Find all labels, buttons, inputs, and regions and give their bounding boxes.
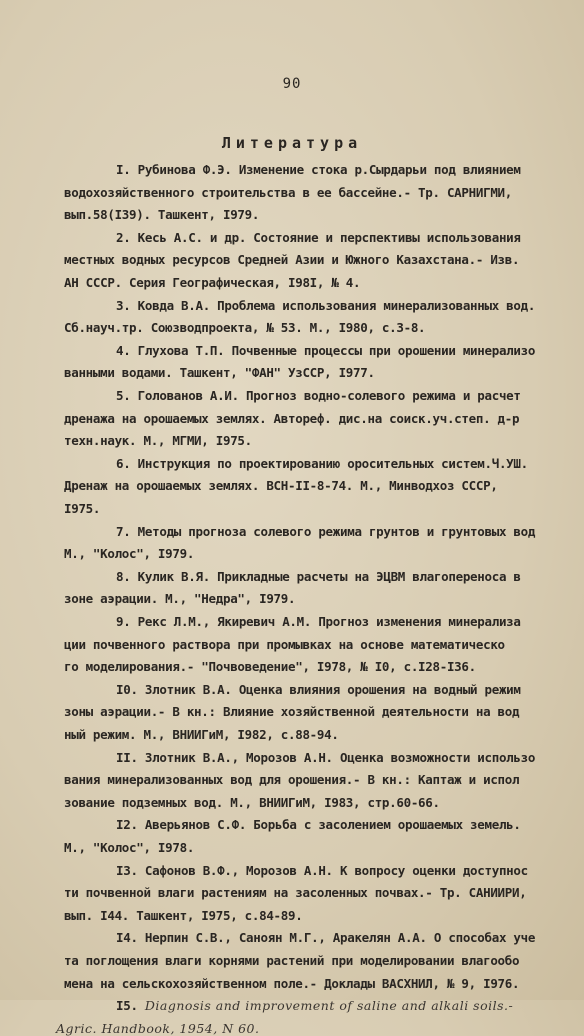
reference-line: вания минерализованных вод для орошения.- В кн.: Каптаж и испол [64,772,520,788]
reference-line: ции почвенного раствора при промывках на основе математическо [64,636,505,652]
reference-line: та поглощения влаги корнями растений при моделировании влагообо [64,953,520,968]
reference-line: 9. Рекс Л.М., Якиревич А.М. Прогноз изменения минерализа [116,614,521,629]
handwritten-text: Agric. Handbook, 1954, N 60. [56,1020,260,1036]
reference-number: I5. [116,998,145,1014]
reference-line: зование подземных вод. М., ВНИИГиМ, I983, стр.60-66. [64,794,440,810]
reference-line: 4. Глухова Т.П. Почвенные процессы при орошении минерализо [116,342,536,358]
reference-line: Дренаж на орошаемых землях. ВСН-II-8-74. М., Минводхоз СССР, [64,478,498,494]
reference-line: мена на сельскохозяйственном поле.- Доклады ВАСХНИЛ, № 9, I976. [64,975,520,991]
reference-line: II. Злотник В.А., Морозов А.Н. Оценка возможности использо [116,749,536,765]
reference-line: I2. Аверьянов С.Ф. Борьба с засолением орошаемых земель. [116,817,521,833]
reference-line: М., "Колос", I978. [64,840,195,855]
reference-line: I. Рубинова Ф.Э. Изменение стока р.Сырдарьи под влиянием [116,162,521,177]
reference-line: зоне аэрации. М., "Недра", I979. [64,591,296,607]
reference-line: 7. Методы прогноза солевого режима грунтов и грунтовых вод [116,523,536,539]
reference-line: I3. Сафонов В.Ф., Морозов А.Н. К вопросу оценки доступнос [116,862,528,878]
reference-line: АН СССР. Серия Географическая, I98I, № 4. [64,275,361,290]
reference-line: I4. Нерпин С.В., Саноян М.Г., Аракелян А.А. О способах уче [116,930,536,946]
reference-line: водохозяйственного строительства в ее бассейне.- Тр. САРНИГМИ, [64,184,512,200]
reference-line: 8. Кулик В.Я. Прикладные расчеты на ЭЦВМ влагопереноса в [116,568,521,584]
reference-line: ванными водами. Ташкент, "ФАН" УзССР, I977. [64,365,375,381]
handwritten-text: Diagnosis and improvement of saline and alkali soils.- [144,998,514,1014]
reference-line [116,998,513,1013]
reference-line: I0. Злотник В.А. Оценка влияния орошения на водный режим [116,681,521,697]
reference-line: 5. Голованов А.И. Прогноз водно-солевого режима и расчет [116,388,521,403]
reference-line: местных водных ресурсов Средней Азии и Южного Казахстана.- Изв. [64,252,520,268]
page-title: Литература [221,134,363,152]
reference-line: 2. Кесь А.С. и др. Состояние и перспективы использования [116,229,521,245]
reference-line: дренажа на орошаемых землях. Автореф. дис.на соиск.уч.степ. д-р [64,410,520,426]
reference-line: 6. Инструкция по проектированию оросительных систем.Ч.УШ. [116,455,528,471]
reference-line: ный режим. М., ВНИИГиМ, I982, с.88-94. [64,727,339,742]
reference-line: Сб.науч.тр. Союзводпроекта, № 53. М., I980, с.3-8. [64,320,426,336]
reference-line: вып. I44. Ташкент, I975, с.84-89. [64,907,303,923]
page-number: 90 [282,76,302,92]
reference-line: зоны аэрации.- В кн.: Влияние хозяйственной деятельности на вод [64,704,520,720]
reference-line: техн.наук. М., МГМИ, I975. [64,433,252,449]
reference-line: М., "Колос", I979. [64,546,195,562]
reference-line: I975. [64,501,101,516]
reference-line: 3. Ковда В.А. Проблема использования минерализованных вод. [116,297,536,313]
reference-line: вып.58(I39). Ташкент, I979. [64,207,260,223]
reference-line: ти почвенной влаги растениям на засоленных почвах.- Тр. САНИИРИ, [64,885,527,901]
reference-line: го моделирования.- "Почвоведение", I978, № I0, с.I28-I36. [64,659,476,675]
